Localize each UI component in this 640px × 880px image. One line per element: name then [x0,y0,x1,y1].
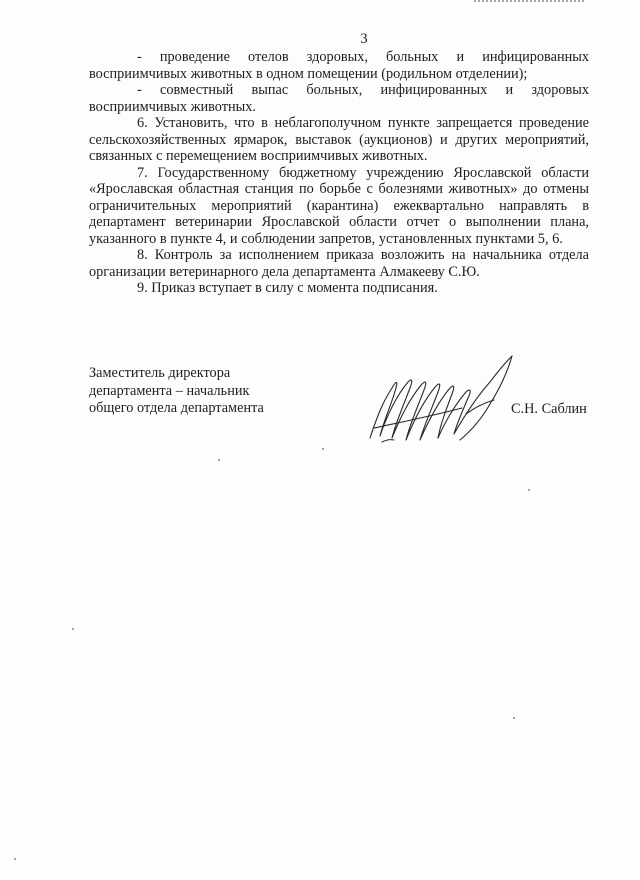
scan-speck [72,628,74,630]
page-number: 3 [360,31,368,47]
position-line: департамента – начальник [89,382,250,399]
paragraph-item-9: 9. Приказ вступает в силу с момента подписания. [137,280,438,296]
signatory-position [89,365,349,418]
signatory-name: С.Н. Саблин [511,401,587,417]
paragraph-bullet-grazing: - совместный выпас больных, инфицированных и здоровых восприимчивых животных. [89,82,589,115]
paragraph-bullet-calving: - проведение отелов здоровых, больных и инфицированных восприимчивых животных в одном помещении (родильном отделении); [89,49,589,82]
paragraph-item-7: 7. Государственному бюджетному учреждению Ярославской области «Ярославская областная станция по борьбе с болезнями животных» до отмены ограничительных мероприятий (карантина) ежеквартально направлять в департамент ветеринарии Ярославской области отчет о выполнении плана, указанного в пункте 4, и соблюдении запретов, установленных пунктами 5, 6. [89,164,589,247]
handwritten-signature [362,348,532,448]
scan-speck [322,448,324,450]
scan-speck [513,717,515,719]
paragraph-item-6: 6. Установить, что в неблагополучном пункте запрещается проведение сельскохозяйственных ярмарок, выставок (аукционов) и других мероприятий, связанных с перемещением восприимчивых животных. [89,115,589,164]
position-line: общего отдела департамента [89,400,264,416]
paragraph-item-8: 8. Контроль за исполнением приказа возложить на начальника отдела организации ветеринарного дела департамента Алмакееву С.Ю. [89,247,589,280]
scan-speck [528,489,530,491]
document-body [89,49,589,297]
scan-speck [218,459,220,461]
position-line: Заместитель директора [89,365,231,381]
scan-speck [14,858,16,860]
scan-edge-mark [474,0,584,5]
